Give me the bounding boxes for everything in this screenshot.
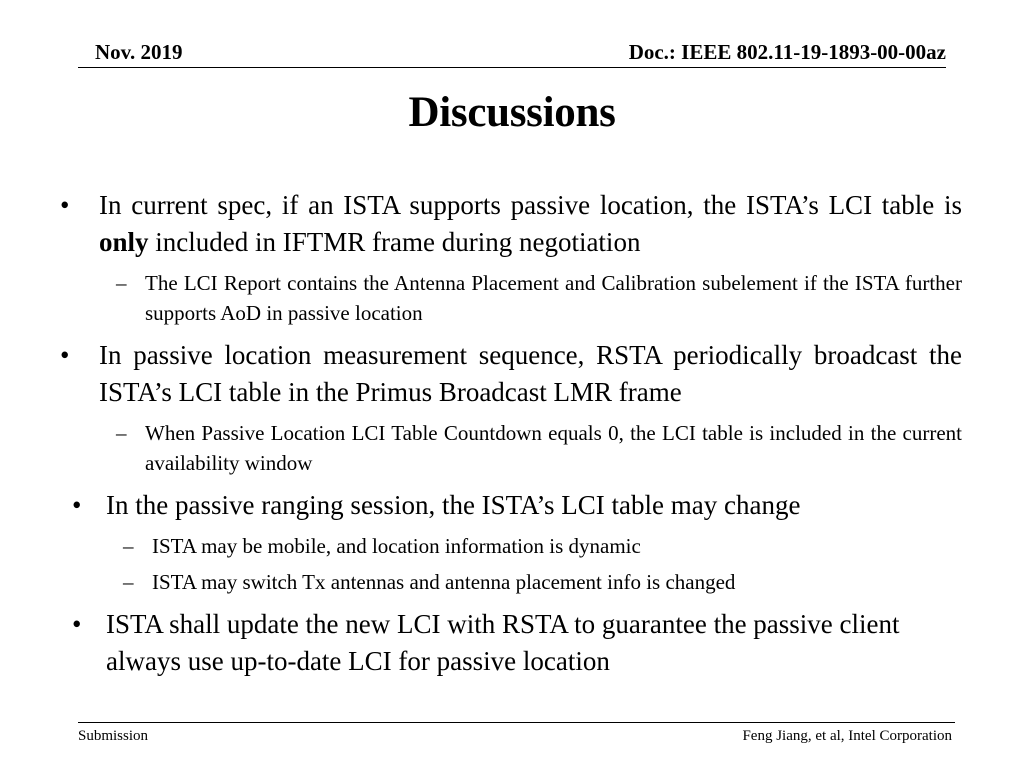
bullet-text-post: included in IFTMR frame during negotiation — [148, 227, 641, 257]
sub-bullet-text: ISTA may switch Tx antennas and antenna placement info is changed — [152, 570, 736, 594]
header-divider — [78, 67, 946, 68]
bullet-text: In the passive ranging session, the ISTA’s LCI table may change — [106, 490, 801, 520]
header-doc-id: Doc.: IEEE 802.11-19-1893-00-00az — [628, 40, 946, 64]
bullet-text: In passive location measurement sequence, RSTA periodically broadcast the ISTA’s LCI table in the Primus Broadcast LMR frame — [99, 340, 962, 407]
bullet-text — [99, 187, 962, 261]
sub-bullet-item — [123, 567, 962, 597]
dash-icon: – — [116, 271, 127, 295]
bullet-item — [60, 187, 962, 261]
dash-icon: – — [123, 534, 134, 558]
header-date: Nov. 2019 — [95, 40, 183, 64]
sub-bullet-text: When Passive Location LCI Table Countdown equals 0, the LCI table is included in the current availability window — [145, 421, 962, 475]
bullet-item — [72, 606, 966, 680]
bullet-icon: • — [60, 340, 70, 370]
slide-title: Discussions — [408, 89, 616, 136]
dash-icon: – — [116, 421, 127, 445]
bullet-item — [60, 337, 962, 411]
sub-bullet-text: ISTA may be mobile, and location information is dynamic — [152, 534, 641, 558]
sub-bullet-text: The LCI Report contains the Antenna Placement and Calibration subelement if the ISTA further supports AoD in passive location — [145, 271, 962, 325]
bullet-text-pre: In current spec, if an ISTA supports passive location, the ISTA’s LCI table is — [99, 190, 962, 220]
bullet-item — [72, 487, 962, 524]
footer-author: Feng Jiang, et al, Intel Corporation — [742, 728, 952, 744]
dash-icon: – — [123, 570, 134, 594]
bullet-text-bold: only — [99, 227, 149, 257]
sub-bullet-item — [123, 531, 962, 561]
sub-bullet-item — [116, 268, 962, 328]
bullet-text: ISTA shall update the new LCI with RSTA to guarantee the passive client always use up-to-date LCI for passive location — [106, 609, 900, 676]
footer-divider — [78, 722, 955, 723]
bullet-icon: • — [60, 190, 70, 220]
bullet-icon: • — [72, 609, 82, 639]
footer-submission: Submission — [78, 728, 149, 744]
sub-bullet-item — [116, 418, 962, 478]
bullet-icon: • — [72, 490, 82, 520]
